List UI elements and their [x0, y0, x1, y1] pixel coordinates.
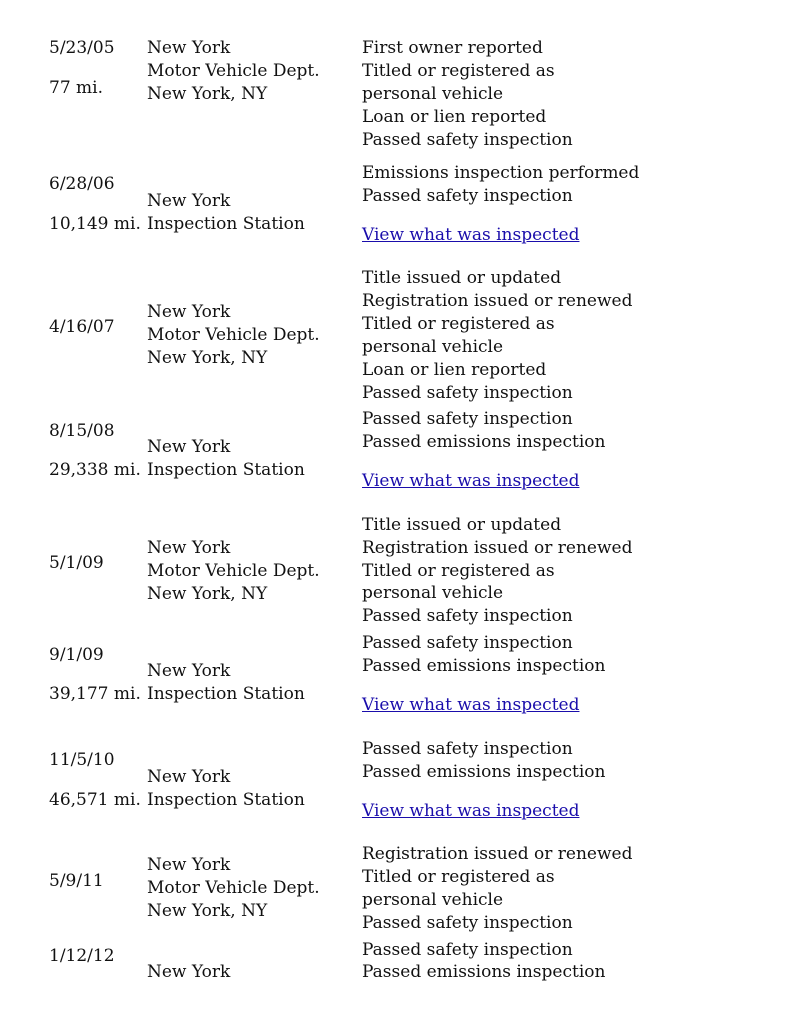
record-detail-line: Loan or lien reported	[362, 107, 547, 127]
record-source-line: New York	[147, 538, 231, 558]
record-source-line: New York	[147, 191, 231, 211]
record-date: 4/16/07	[49, 317, 115, 337]
view-inspection-link[interactable]: View what was inspected	[362, 801, 580, 821]
record-source-line: Inspection Station	[147, 684, 305, 704]
record-detail-line: personal vehicle	[362, 337, 504, 357]
record-date: 11/5/10	[49, 750, 115, 770]
record-mileage: 77 mi.	[49, 78, 103, 98]
record-detail-line: Title issued or updated	[362, 515, 562, 535]
record-detail-line: Passed safety inspection	[362, 383, 573, 403]
view-inspection-link[interactable]: View what was inspected	[362, 471, 580, 491]
view-inspection-link[interactable]: View what was inspected	[362, 695, 580, 715]
view-inspection-link[interactable]: View what was inspected	[362, 225, 580, 245]
record-detail-line: Passed safety inspection	[362, 739, 573, 759]
record-source-line: New York	[147, 302, 231, 322]
record-detail-line: Titled or registered as	[362, 867, 555, 887]
record-source-line: New York	[147, 855, 231, 875]
record-mileage: 46,571 mi.	[49, 790, 141, 810]
record-detail-line: Emissions inspection performed	[362, 163, 640, 183]
record-detail-line: Passed safety inspection	[362, 186, 573, 206]
record-detail-line: personal vehicle	[362, 84, 504, 104]
record-source-line: Inspection Station	[147, 214, 305, 234]
record-source-line: Motor Vehicle Dept.	[147, 561, 320, 581]
record-source-line: New York	[147, 962, 231, 982]
record-detail-line: Loan or lien reported	[362, 360, 547, 380]
record-source-line: New York, NY	[147, 584, 268, 604]
record-detail-line: Passed emissions inspection	[362, 656, 606, 676]
record-mileage: 10,149 mi.	[49, 214, 141, 234]
record-source-line: New York, NY	[147, 901, 268, 921]
record-detail-line: Registration issued or renewed	[362, 538, 633, 558]
record-detail-line: personal vehicle	[362, 583, 504, 603]
record-date: 5/1/09	[49, 553, 104, 573]
record-source-line: New York	[147, 38, 231, 58]
record-detail-line: Passed emissions inspection	[362, 762, 606, 782]
record-detail-line: Passed safety inspection	[362, 606, 573, 626]
record-date: 6/28/06	[49, 174, 115, 194]
record-date: 9/1/09	[49, 645, 104, 665]
record-source-line: New York	[147, 661, 231, 681]
record-mileage: 39,177 mi.	[49, 684, 141, 704]
record-detail-line: Passed safety inspection	[362, 633, 573, 653]
record-detail-line: Passed safety inspection	[362, 409, 573, 429]
record-source-line: Inspection Station	[147, 790, 305, 810]
record-source-line: New York	[147, 767, 231, 787]
record-detail-line: Titled or registered as	[362, 314, 555, 334]
record-detail-line: Titled or registered as	[362, 561, 555, 581]
record-source-line: New York, NY	[147, 348, 268, 368]
record-source-line: Inspection Station	[147, 460, 305, 480]
record-source-line: New York	[147, 437, 231, 457]
record-mileage: 29,338 mi.	[49, 460, 141, 480]
record-detail-line: Passed safety inspection	[362, 913, 573, 933]
record-source-line: Motor Vehicle Dept.	[147, 61, 320, 81]
record-source-line: Motor Vehicle Dept.	[147, 878, 320, 898]
record-detail-line: Title issued or updated	[362, 268, 562, 288]
record-date: 8/15/08	[49, 421, 115, 441]
record-detail-line: Titled or registered as	[362, 61, 555, 81]
record-date: 5/23/05	[49, 38, 115, 58]
record-source-line: New York, NY	[147, 84, 268, 104]
record-detail-line: First owner reported	[362, 38, 543, 58]
record-detail-line: Registration issued or renewed	[362, 844, 633, 864]
record-detail-line: Passed emissions inspection	[362, 432, 606, 452]
record-detail-line: personal vehicle	[362, 890, 504, 910]
record-detail-line: Registration issued or renewed	[362, 291, 633, 311]
record-detail-line: Passed safety inspection	[362, 130, 573, 150]
record-date: 5/9/11	[49, 871, 104, 891]
record-detail-line: Passed safety inspection	[362, 940, 573, 960]
record-detail-line: Passed emissions inspection	[362, 962, 606, 982]
record-source-line: Motor Vehicle Dept.	[147, 325, 320, 345]
record-date: 1/12/12	[49, 946, 115, 966]
